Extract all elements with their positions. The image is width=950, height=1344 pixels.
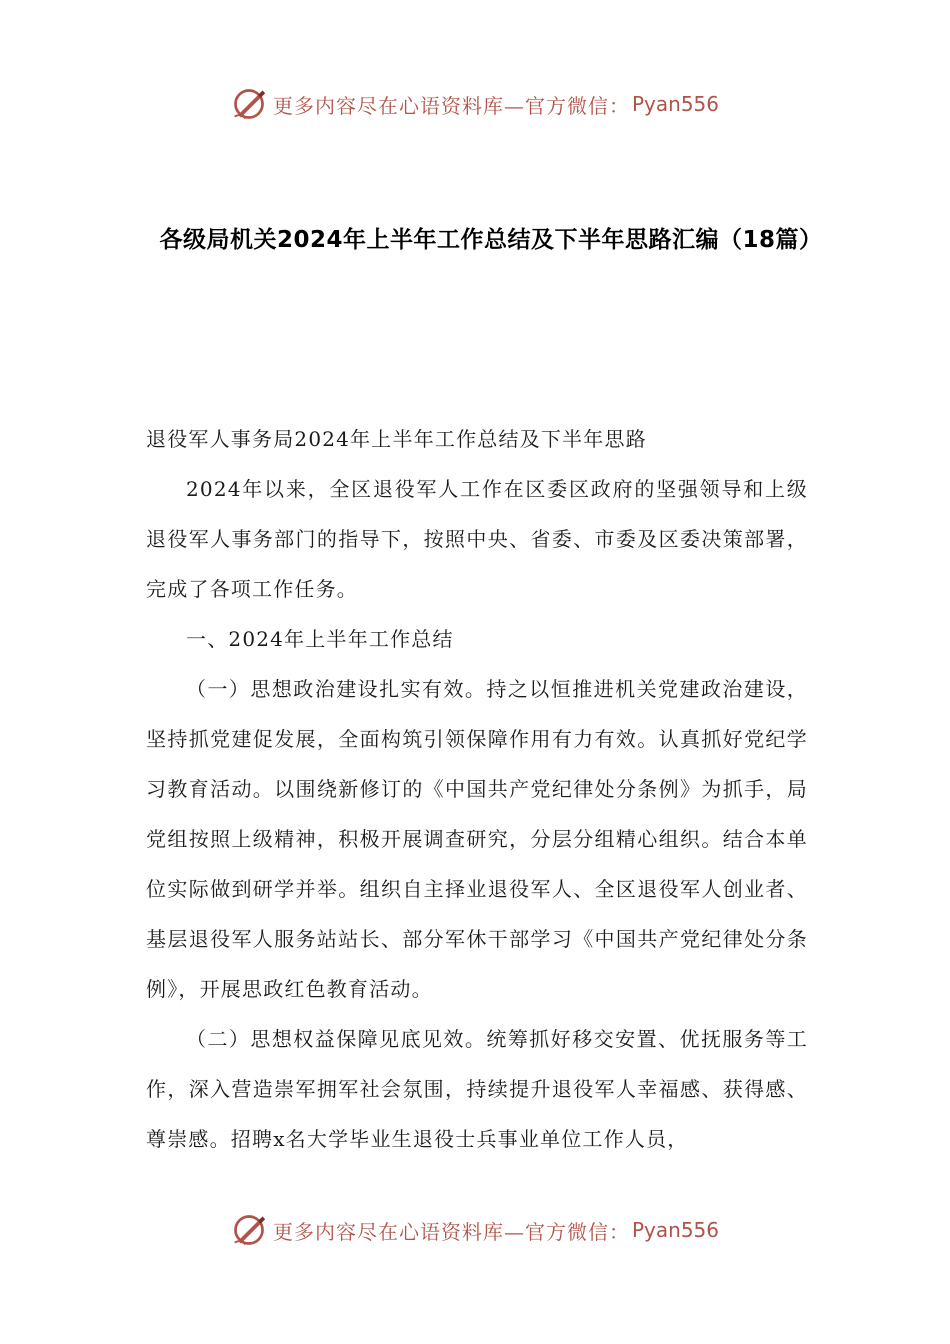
watermark-wechat-id: Pyan556	[631, 1218, 719, 1242]
section-heading: 一、2024年上半年工作总结	[186, 627, 454, 651]
watermark-slogan: 更多内容尽在心语资料库—官方微信：	[272, 1219, 630, 1244]
watermark-wechat-id: Pyan556	[631, 92, 719, 116]
header-watermark	[0, 84, 950, 124]
document-subtitle: 退役军人事务局2024年上半年工作总结及下半年思路	[146, 427, 647, 451]
paragraph: 2024年以来，全区退役军人工作在区委区政府的坚强领导和上级退役军人事务部门的指导下，按照中央、省委、市委及区委决策部署，完成了各项工作任务。	[146, 477, 808, 601]
watermark-slogan: 更多内容尽在心语资料库—官方微信：	[272, 93, 630, 118]
paragraph: （二）思想权益保障见底见效。统筹抓好移交安置、优抚服务等工作，深入营造崇军拥军社会氛围，持续提升退役军人幸福感、获得感、尊崇感。招聘x名大学毕业生退役士兵事业单位工作人员，	[146, 1027, 808, 1151]
footer-watermark	[0, 1210, 950, 1250]
pen-logo-icon	[231, 86, 267, 122]
paragraph: （一）思想政治建设扎实有效。持之以恒推进机关党建政治建设，坚持抓党建促发展，全面构筑引领保障作用有力有效。认真抓好党纪学习教育活动。以围绕新修订的《中国共产党纪律处分条例》为抓手，局党组按照上级精神，积极开展调查研究，分层分组精心组织。结合本单位实际做到研学并举。组织自主择业退役军人、全区退役军人创业者、基层退役军人服务站站长、部分军休干部学习《中国共产党纪律处分条例》，开展思政红色教育活动。	[146, 677, 808, 1001]
document-title: 各级局机关2024年上半年工作总结及下半年思路汇编（18篇）	[159, 227, 823, 253]
document-body	[146, 414, 808, 1164]
pen-logo-icon	[231, 1212, 267, 1248]
